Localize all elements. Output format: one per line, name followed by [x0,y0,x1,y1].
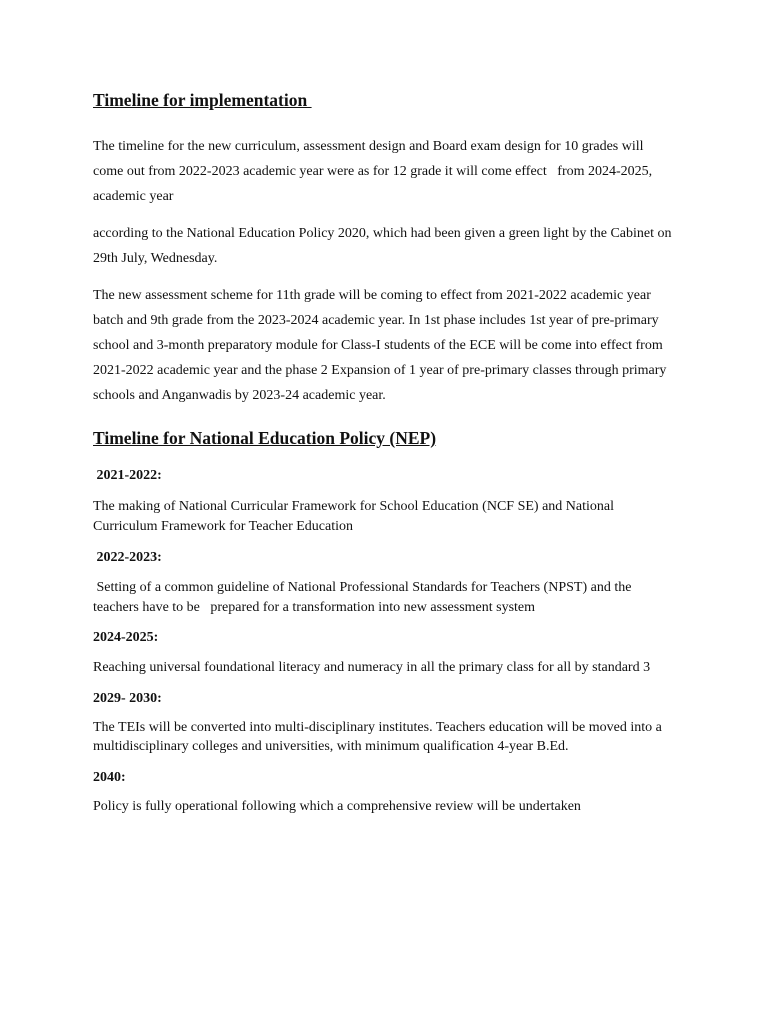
timeline-year: 2029- 2030: [93,690,162,706]
section-title-implementation: Timeline for implementation [93,90,312,110]
timeline-text: Reaching universal foundational literacy and numeracy in all the primary class for all by standard 3 [93,660,651,675]
timeline-year: 2021-2022: [93,468,162,483]
timeline-year: 2024-2025: [93,630,159,645]
timeline-entry [93,628,673,678]
timeline-text: The making of National Curricular Framework for School Education (NCF SE) and National Curriculum Framework for Teacher Education [93,499,614,534]
document-page [93,88,673,816]
section-title-nep-timeline: Timeline for National Education Policy (NEP) [93,428,437,448]
timeline-entry [93,548,673,617]
timeline-text: The TEIs will be converted into multi-disciplinary institutes. Teachers education will be moved into a multidisciplinary colleges and universities, with minimum qualification 4-year B.Ed. [93,719,662,754]
timeline-text: Setting of a common guideline of National Professional Standards for Teachers (NPST) and the teachers have to be prepared for a transformation into new assessment system [93,580,635,615]
timeline-year: 2040: [93,769,126,785]
paragraph-assessment-scheme: The new assessment scheme for 11th grade will be coming to effect from 2021-2022 academic year batch and 9th grade from the 2023-2024 academic year. In 1st phase includes 1st year of pre-primary school and 3-month preparatory module for Class-I students of the ECE will be come into effect from 2021-2022 academic year and the phase 2 Expansion of 1 year of pre-primary classes through primary schools and Anganwadis by 2023-24 academic year. [93,288,667,403]
timeline-year: 2022-2023: [93,550,162,565]
timeline-entry [93,689,673,757]
timeline-entry [93,768,673,817]
paragraph-nep-approval: according to the National Education Policy 2020, which had been given a green light by the Cabinet on 29th July, Wednesday. [93,226,672,266]
timeline-entry [93,466,673,536]
paragraph-curriculum-timeline: The timeline for the new curriculum, assessment design and Board exam design for 10 grades will come out from 2022-2023 academic year were as for 12 grade it will come effect from 2024-2025, academic year [93,139,656,204]
timeline-text: Policy is fully operational following which a comprehensive review will be undertaken [93,798,581,814]
